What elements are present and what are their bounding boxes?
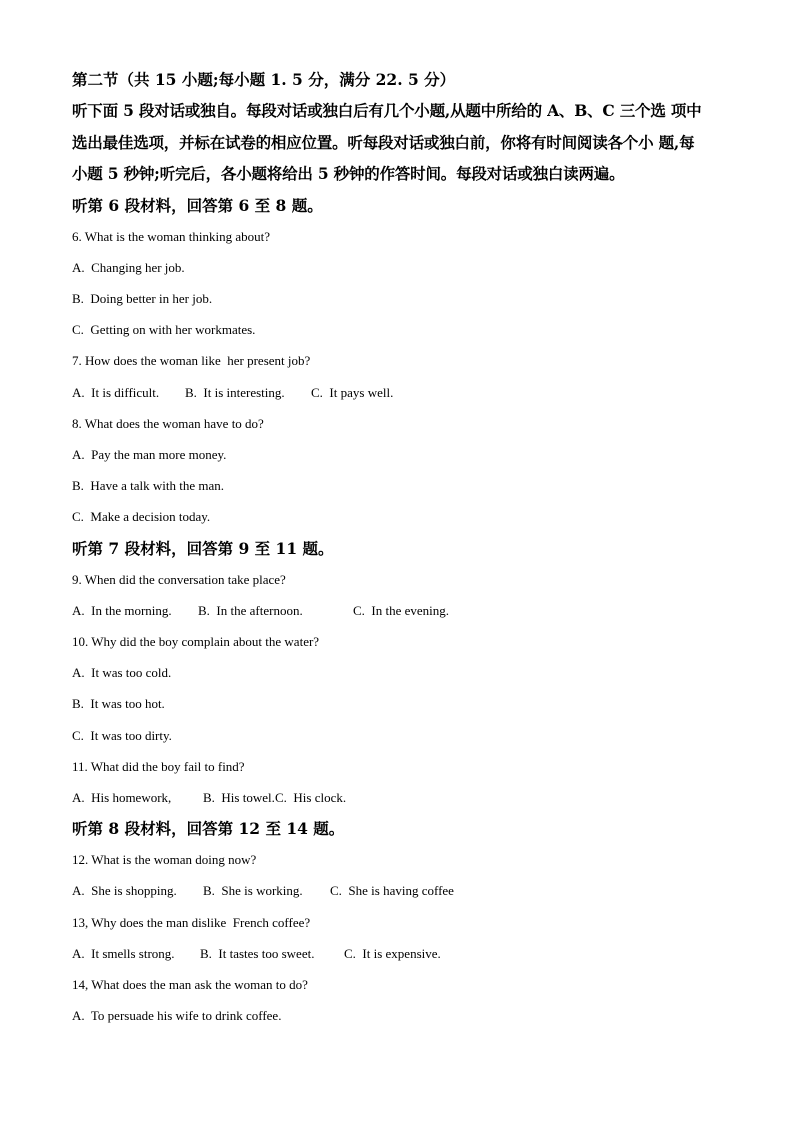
listening-section [72, 813, 732, 1031]
section-heading: 听第 6 段材料，回答第 6 至 8 题。 [72, 195, 323, 215]
answer-option: B. It tastes too sweet. [200, 945, 315, 961]
answer-option: B. His towel. [203, 789, 275, 805]
part-instructions [72, 95, 732, 190]
answer-option: C. Make a decision today. [72, 509, 211, 525]
section-heading: 听第 8 段材料，回答第 12 至 14 题。 [72, 819, 345, 839]
part-heading: 第二节（共 15 小题;每小题 1. 5 分，满分 22. 5 分） [72, 70, 456, 89]
question-text: 11. What did the boy fail to find? [72, 758, 245, 774]
answer-option: C. It pays well. [311, 384, 394, 400]
instruction-line: 听下面 5 段对话或独自。每段对话或独白后有几个小题,从题中所给的 A、B、C 三个选 项中 [72, 101, 702, 120]
answer-option: B. Have a talk with the man. [72, 478, 224, 494]
answer-option: A. To persuade his wife to drink coffee. [72, 1008, 282, 1024]
answer-option: B. Doing better in her job. [72, 290, 213, 306]
listening-section [72, 533, 732, 814]
section-heading: 听第 7 段材料，回答第 9 至 11 题。 [72, 538, 334, 558]
answer-option: B. It was too hot. [72, 696, 165, 712]
answer-options-row [72, 782, 732, 813]
answer-option: A. His homework, [72, 789, 172, 805]
answer-option: C. Getting on with her workmates. [72, 322, 256, 338]
answer-option: C. His clock. [275, 789, 347, 805]
answer-option: C. It is expensive. [344, 945, 441, 961]
question-text: 9. When did the conversation take place? [72, 571, 286, 587]
instruction-line: 小题 5 秒钟;听完后，各小题将给出 5 秒钟的作答时间。每段对话或独白读两遍。 [72, 164, 625, 183]
instruction-line: 选出最佳选项，并标在试卷的相应位置。听每段对话或独白前，你将有时间阅读各个小 题,每 [72, 132, 695, 152]
answer-option: B. In the afternoon. [198, 602, 303, 618]
answer-option: A. It is difficult. [72, 384, 160, 400]
question-text: 7. How does the woman like her present job? [72, 353, 311, 369]
question-text: 14, What does the man ask the woman to do? [72, 976, 308, 992]
answer-option: B. She is working. [203, 883, 303, 899]
answer-option: A. She is shopping. [72, 883, 177, 899]
answer-options-row [72, 938, 732, 969]
answer-option: C. It was too dirty. [72, 727, 172, 743]
answer-option: C. She is having coffee [330, 883, 454, 899]
page-content [72, 64, 732, 1031]
question-text: 13, Why does the man dislike French coffee? [72, 914, 311, 930]
question-text: 12. What is the woman doing now? [72, 852, 257, 868]
question-text: 6. What is the woman thinking about? [72, 228, 270, 244]
answer-options-row [72, 875, 732, 906]
answer-option: A. It smells strong. [72, 945, 175, 961]
answer-option: A. Changing her job. [72, 259, 185, 275]
question-text: 10. Why did the boy complain about the water? [72, 633, 320, 649]
answer-options-row [72, 595, 732, 626]
answer-option: A. Pay the man more money. [72, 446, 227, 462]
answer-option: B. It is interesting. [185, 384, 285, 400]
answer-option: A. In the morning. [72, 602, 172, 618]
answer-option: C. In the evening. [353, 602, 450, 618]
answer-options-row [72, 377, 732, 408]
listening-section [72, 190, 732, 533]
question-text: 8. What does the woman have to do? [72, 415, 264, 431]
answer-option: A. It was too cold. [72, 665, 172, 681]
